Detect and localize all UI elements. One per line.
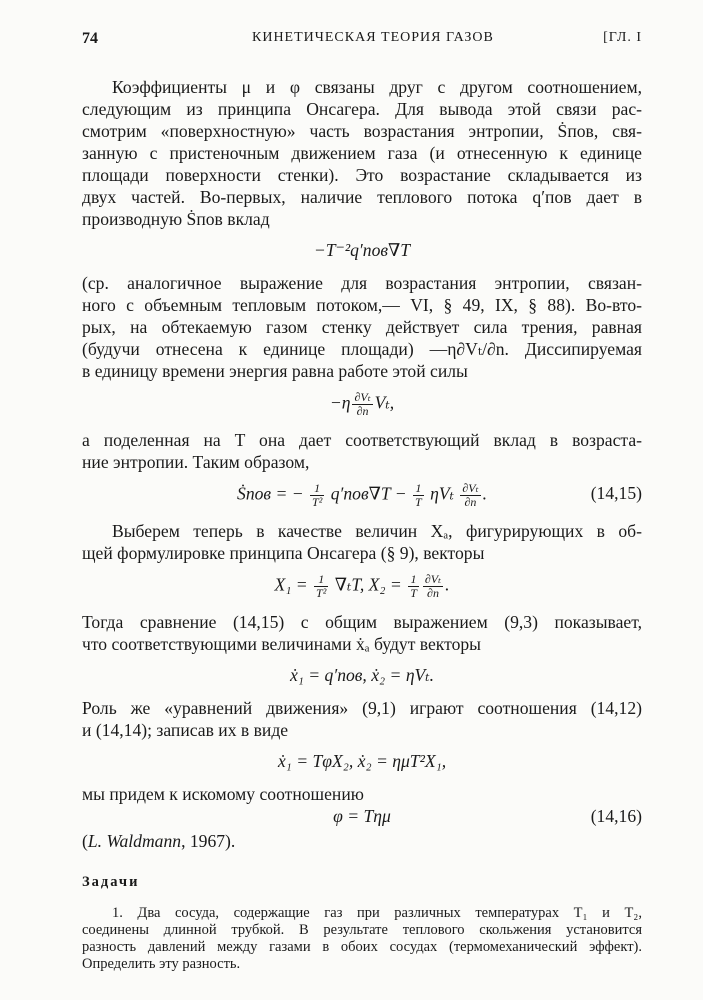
problem-1 <box>82 905 642 973</box>
text-line: соединены длинной трубкой. В результате теплового скольжения установится <box>82 922 642 938</box>
text-line: Роль же «уравнений движения» (9,1) играют соотношения (14,12) <box>82 698 642 718</box>
equation-number: (14,16) <box>590 806 642 826</box>
equation-number: (14,15) <box>590 483 642 503</box>
numerator: ∂Vₜ <box>354 390 371 404</box>
paragraph-7: мы придем к искомому соотношению <box>82 784 364 804</box>
text-line: ного с объемным тепловым потоком,— VI, § 49, IX, § 88). Во-вто- <box>82 295 642 315</box>
denominator: ∂n <box>464 495 477 509</box>
text-line: щей формулировке принципа Онсагера (§ 9), векторы <box>82 543 485 563</box>
formula-part: . <box>482 483 487 504</box>
denominator: T <box>415 495 422 509</box>
text-line: следующим из принципа Онсагера. Для вывода этой связи рас- <box>82 99 642 119</box>
fraction <box>413 482 424 509</box>
fraction <box>314 573 328 600</box>
text-line: 1. Два сосуда, содержащие газ при различных температурах T₁ и T₂, <box>112 905 642 921</box>
text-line: двух частей. Во-первых, наличие теплового потока q′пов дает в <box>82 187 642 207</box>
text-line: Коэффициенты μ и φ связаны друг с другом соотношением, <box>112 77 642 97</box>
citation-year: , 1967). <box>181 831 236 851</box>
formula-part: X₁ = <box>274 574 308 595</box>
numerator: 1 <box>310 482 324 496</box>
text-line: в единицу времени энергия равна работе этой силы <box>82 361 468 381</box>
formula-part: φ = Tημ <box>333 806 391 826</box>
formula-part: −η <box>329 392 351 413</box>
formula-6: ẋ₁ = TφX₂, ẋ₂ = ημT²X₁, <box>277 751 447 771</box>
formula-part: Vₜ, <box>374 392 395 413</box>
denominator: T² <box>316 586 327 600</box>
paragraph-4 <box>82 520 642 564</box>
text-line: рых, на обтекаемую газом стенку действует сила трения, равная <box>82 317 642 337</box>
text-line: площади поверхности стенки). Это возрастание складывается из <box>82 165 642 185</box>
formula-5: ẋ₁ = q′пов, ẋ₂ = ηVₜ. <box>289 665 435 685</box>
formula-part: ∇ₜT, X₂ = <box>334 574 402 595</box>
paragraph-1 <box>82 76 642 230</box>
formula-7 <box>82 805 642 827</box>
paragraph-3 <box>82 429 642 473</box>
formula-part: . <box>445 574 450 595</box>
numerator: 1 <box>413 482 424 496</box>
citation-author: L. Waldmann <box>87 831 182 851</box>
paragraph-2 <box>82 272 642 382</box>
text-line: ние энтропии. Таким образом, <box>82 452 310 472</box>
text-line: что соответствующими величинами ẋₐ будут векторы <box>82 634 481 654</box>
denominator: T <box>410 586 417 600</box>
denominator: T² <box>312 495 323 509</box>
paragraph-5 <box>82 611 642 655</box>
formula-2 <box>82 391 642 418</box>
numerator: ∂Vₜ <box>462 481 479 495</box>
numerator: 1 <box>314 573 328 587</box>
text-line: Определить эту разность. <box>82 956 241 972</box>
formula-4 <box>82 573 642 600</box>
text-line: Тогда сравнение (14,15) с общим выражением (9,3) показывает, <box>82 612 642 632</box>
text-line: (будучи отнесена к единице площади) —η∂Vₜ/∂n. Диссипируемая <box>82 339 642 359</box>
denominator: ∂n <box>356 404 369 418</box>
fraction <box>408 573 419 600</box>
fraction <box>352 391 372 418</box>
formula-part: q′пов∇T − <box>330 483 407 504</box>
formula-1: −T⁻²q′пов∇T <box>313 240 411 260</box>
numerator: ∂Vₜ <box>424 572 442 586</box>
page <box>82 30 642 973</box>
running-title: КИНЕТИЧЕСКАЯ ТЕОРИЯ ГАЗОВ <box>252 30 494 45</box>
denominator: ∂n <box>427 586 439 600</box>
text-line: Выберем теперь в качестве величин Xₐ, фигурирующих в об- <box>112 521 642 541</box>
chapter-label: [ГЛ. I <box>603 30 642 45</box>
section-title: Задачи <box>82 874 140 890</box>
citation: (L. Waldmann, 1967). <box>82 831 236 851</box>
text-line: (ср. аналогичное выражение для возрастания энтропии, связан- <box>82 273 642 293</box>
text-line: а поделенная на T она дает соответствующий вклад в возраста- <box>82 430 642 450</box>
fraction <box>310 482 324 509</box>
text-line: и (14,14); записав их в виде <box>82 720 289 740</box>
body-text <box>82 76 642 852</box>
page-header <box>82 30 642 54</box>
fraction <box>423 573 443 600</box>
text-line: производную Ṡпов вклад <box>82 209 270 229</box>
text-line: занную с пристеночным движением газа (и отнесенную к единице <box>82 143 642 163</box>
text-line: смотрим «поверхностную» часть возрастания энтропии, Ṡпов, свя- <box>82 121 642 141</box>
formula-part: ηVₜ <box>430 483 454 504</box>
page-number: 74 <box>82 30 98 47</box>
formula-3 <box>82 482 642 509</box>
fraction <box>460 482 480 509</box>
text-line: разность давлений между газами в обоих сосудах (термомеханический эффект). <box>82 939 642 955</box>
formula-part: Ṡпов = − <box>237 483 304 504</box>
numerator: 1 <box>408 573 419 587</box>
paragraph-6 <box>82 697 642 741</box>
